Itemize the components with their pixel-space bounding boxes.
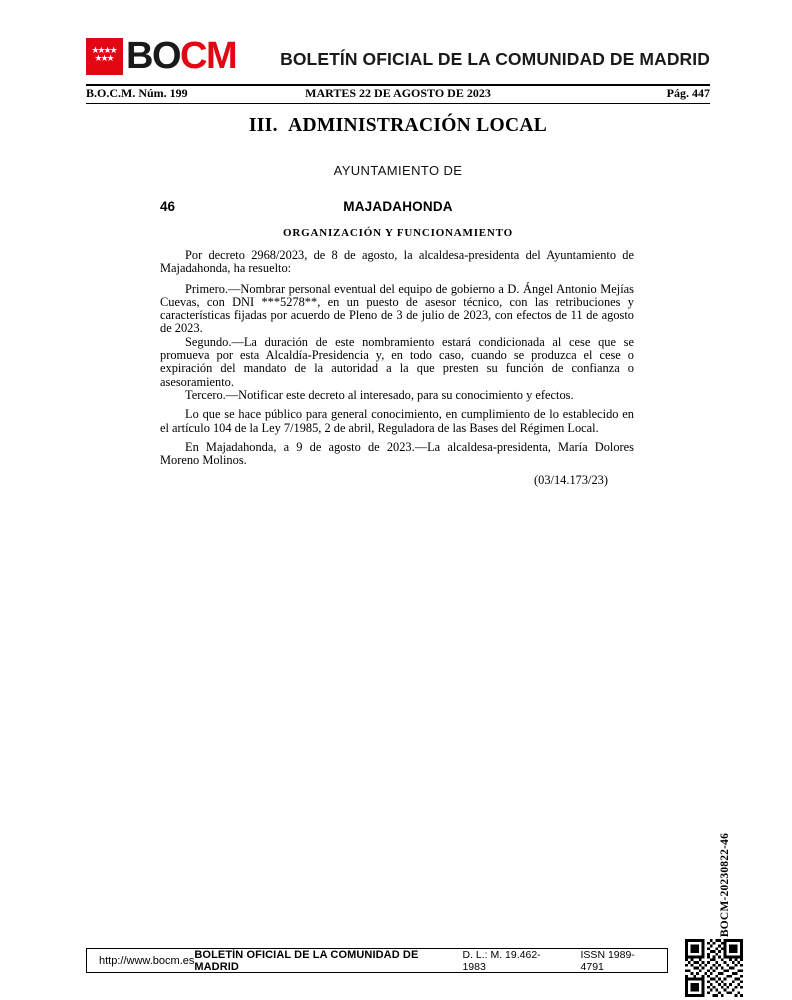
authority-heading: AYUNTAMIENTO DE — [333, 163, 463, 178]
logotype-cm: CM — [180, 34, 237, 77]
page-number: Pág. 447 — [666, 86, 710, 100]
decree-body — [160, 249, 634, 488]
bocm-logo — [86, 34, 237, 77]
deposito-legal: D. L.: M. 19.462-1983 — [462, 948, 541, 973]
paragraph: Tercero.—Notificar este decreto al interesado, para su conocimiento y efectos. — [185, 387, 574, 402]
paragraph: Primero.—Nombrar personal eventual del equipo de gobierno a D. Ángel Antonio Mejías Cuevas, con DNI ***5278**, en un puesto de asesor técnico, con las retribuciones y características fijadas por acuerdo de Pleno de 3 de julio de 2023, con efectos de 11 de agosto de 2023. — [160, 281, 634, 336]
municipality-heading: MAJADAHONDA — [343, 199, 453, 214]
paragraph: Segundo.—La duración de este nombramiento estará condicionada al cese que se promueva por esta Alcaldía-Presidencia y, en todo caso, cuando se produzca el cese o expiración del mandato de la autoridad a la que presten su función de confianza o asesoramiento. — [160, 334, 634, 389]
issn: ISSN 1989-4791 — [580, 948, 635, 973]
footer-bar — [86, 948, 668, 973]
subject-heading: ORGANIZACIÓN Y FUNCIONAMIENTO — [283, 227, 513, 239]
paragraph: Por decreto 2968/2023, de 8 de agosto, la alcaldesa-presidenta del Ayuntamiento de Majadahonda, ha resuelto: — [160, 248, 634, 276]
madrid-flag-icon — [86, 38, 123, 75]
bocm-logotype — [126, 34, 237, 77]
masthead-title: BOLETÍN OFICIAL DE LA COMUNIDAD DE MADRID — [280, 49, 710, 69]
section-title: III. ADMINISTRACIÓN LOCAL — [248, 115, 548, 136]
publication-reference: (03/14.173/23) — [534, 473, 608, 488]
paragraph: Lo que se hace público para general conocimiento, en cumplimiento de lo establecido en el artículo 104 de la Ley 7/1985, 2 de abril, Reguladora de las Bases del Régimen Local. — [160, 407, 634, 435]
flag-stars-row: ★★★★ — [91, 45, 116, 55]
document-id-vertical: BOCM-20230822-46 — [719, 832, 731, 938]
header-rule-thin — [86, 103, 710, 104]
footer-legal — [462, 949, 657, 973]
issue-date: MARTES 22 DE AGOSTO DE 2023 — [305, 86, 491, 100]
announcement-number: 46 — [160, 199, 176, 214]
logotype-bo: BO — [126, 34, 180, 77]
bocm-url-link[interactable]: http://www.bocm.es — [99, 954, 195, 967]
running-header — [86, 87, 710, 100]
flag-stars-row: ★★★ — [94, 53, 113, 63]
footer-bulletin-title: BOLETÍN OFICIAL DE LA COMUNIDAD DE MADRID — [194, 948, 419, 973]
paragraph: En Majadahonda, a 9 de agosto de 2023.—La alcaldesa-presidenta, María Dolores Moreno Molinos. — [160, 439, 634, 468]
issue-number: B.O.C.M. Núm. 199 — [86, 86, 188, 100]
qr-code-icon — [685, 939, 743, 997]
